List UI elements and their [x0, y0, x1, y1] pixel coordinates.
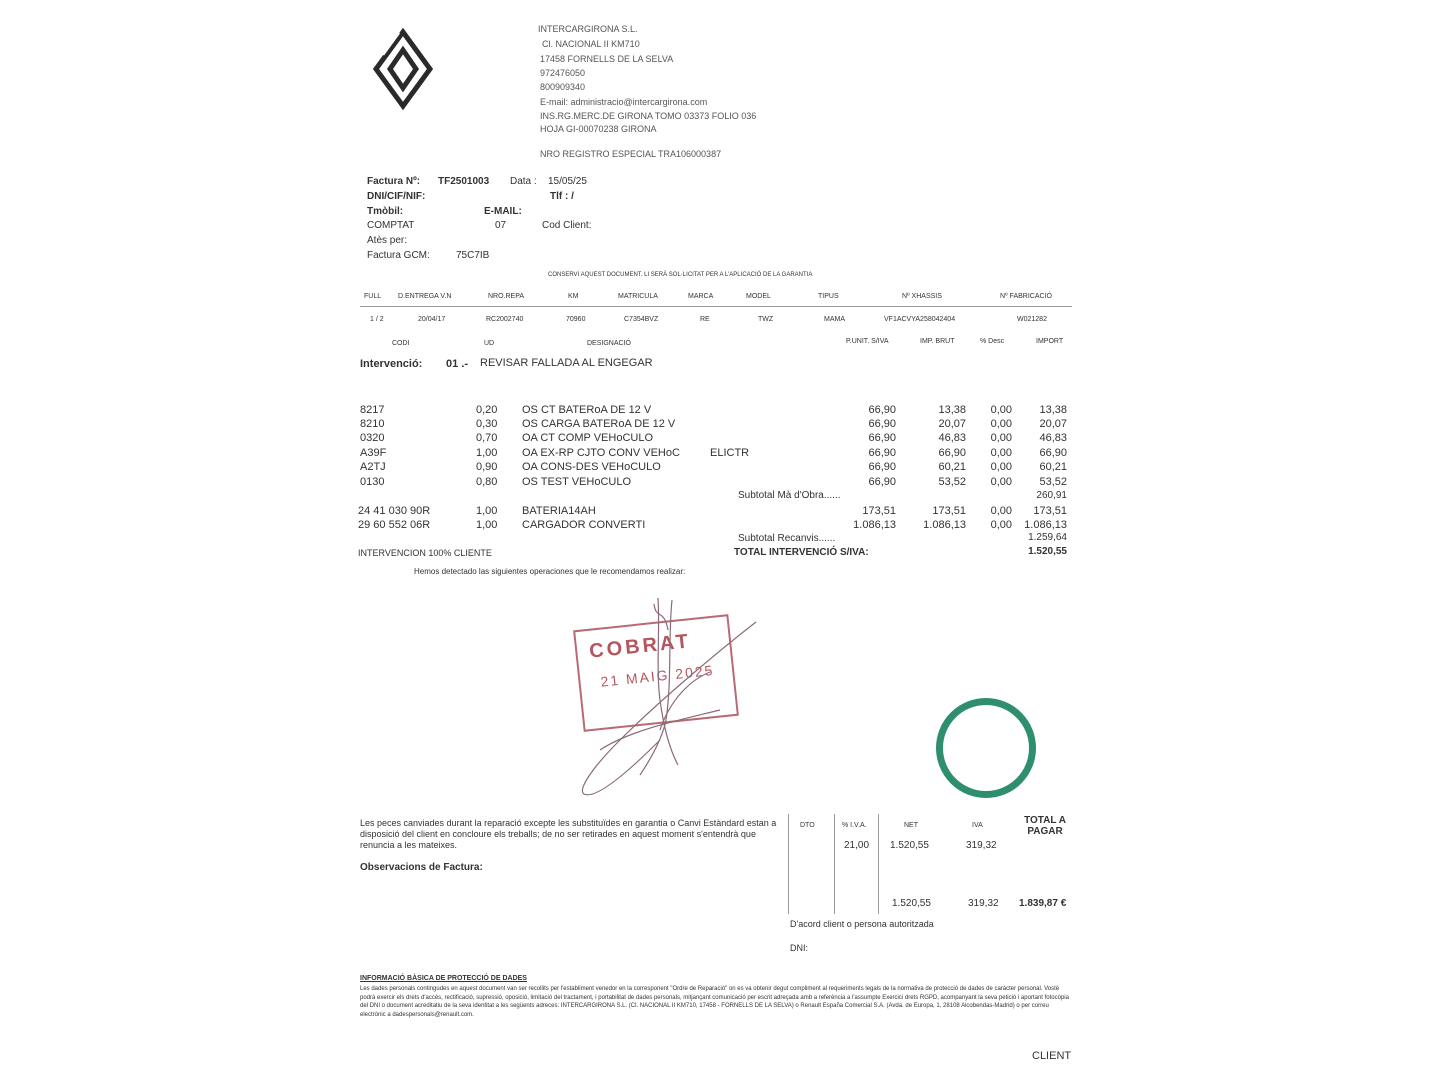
line-unit-price: 1.086,13 — [853, 519, 896, 531]
warranty-text: Les peces canviades durant la reparació excepte les substituïdes en garantia o Canvi Estàndard estan a disposició del client en concloure els treballs; de no ser retirades en aquest moment s'entendrà que renuncia a les mateixes. — [360, 818, 777, 850]
line-units: 1,00 — [476, 519, 498, 531]
line-unit-price: 66,90 — [868, 447, 896, 459]
invoice-number: TF2501003 — [438, 176, 490, 187]
line-description: OA CONS-DES VEHoCULO — [522, 461, 661, 473]
line-gross: 1.086,13 — [923, 519, 966, 531]
vehicle-header-delivery: D.ENTREGA V.N — [398, 293, 452, 300]
line-units: 0,20 — [476, 404, 498, 416]
company-phone1: 972476050 — [540, 68, 586, 78]
line-description: CARGADOR CONVERTI — [522, 519, 646, 531]
vehicle-brand: RE — [700, 316, 710, 323]
line-unit-price: 173,51 — [862, 505, 896, 517]
handwritten-signature — [560, 590, 770, 810]
total-intervention-label: TOTAL INTERVENCIÓ S/IVA: — [734, 547, 869, 558]
vehicle-sheet: 1 / 2 — [370, 316, 384, 323]
line-amount: 66,90 — [1039, 447, 1067, 459]
line-discount: 0,00 — [990, 476, 1012, 488]
company-special-registry: NRO REGISTRO ESPECIAL TRA106000387 — [540, 149, 722, 159]
recommendation-text: Hemos detectado las siguientes operaciones que le recomendamos realizar: — [414, 567, 686, 576]
agreement-label: D'acord client o persona autoritzada — [790, 919, 934, 929]
vehicle-header-type: TIPUS — [818, 293, 839, 300]
lines-header-unit-price: P.UNIT. S/IVA — [846, 338, 889, 345]
line-units: 1,00 — [476, 447, 498, 459]
intervention-label: Intervenció: — [360, 358, 423, 370]
totals-vat: 319,32 — [966, 840, 997, 851]
vehicle-table-divider — [360, 306, 1072, 307]
subtotal-labour-label: Subtotal Mà d'Obra...... — [738, 490, 841, 501]
legal-text: Les dades personals contingudes en aquest document van ser recollits per l'establiment venedor en la corresponent "Ordre de Reparació" on es va obtenir degut compliment al requeriments legals de la normativa de protecció de dades de caràcter personal. Vostè podrà exercir els drets d'accés, rectificació, supressió, oposició, limitació del tractament, i portabilitat de dades personals, mitjançant comunicació per escrit adreçada amb a referència a l'assumpte Exercici drets RGPD, acompanyant la seva petició i aportant fotocòpia del DNI o document acreditatiu de la seva identitat a les següents adreces: INTERCARGIRONA S.L. (Cl. NACIONAL II KM710, 17458 - FORNELLS DE LA SELVA) o Renault España Comercial S.A. (Avda. de Europa, 1, 28108 Alcobendas-Madrid) o per correu electrònic a dadespersonals@renault.com. — [360, 986, 1069, 1018]
invoice-date: 15/05/25 — [548, 176, 587, 187]
totals-divider — [834, 814, 835, 914]
company-address1: Cl. NACIONAL II KM710 — [542, 39, 640, 49]
line-amount: 13,38 — [1039, 404, 1067, 416]
vehicle-km: 70960 — [566, 316, 586, 323]
dni-signature-label: DNI: — [790, 943, 808, 953]
line-discount: 0,00 — [990, 519, 1012, 531]
company-name: INTERCARGIRONA S.L. — [538, 24, 638, 34]
vehicle-header-model: MODEL — [746, 293, 771, 300]
line-code: 0320 — [360, 432, 385, 444]
line-description: OS CT BATERoA DE 12 V — [522, 404, 652, 416]
copy-label: CLIENT — [1032, 1050, 1072, 1062]
totals-header-net: NET — [904, 822, 918, 829]
gcm-value: 75C7IB — [456, 250, 490, 261]
company-registry1: INS.RG.MERC.DE GIRONA TOMO 03373 FOLIO 036 — [540, 111, 757, 121]
totals-vat-sum: 319,32 — [968, 898, 999, 909]
totals-net-sum: 1.520,55 — [892, 898, 931, 909]
line-discount: 0,00 — [990, 418, 1012, 430]
legal-title: INFORMACIÓ BÀSICA DE PROTECCIÓ DE DADES — [360, 975, 527, 982]
invoice-number-label: Factura Nº: — [367, 176, 421, 187]
line-gross: 20,07 — [938, 418, 966, 430]
line-unit-price: 66,90 — [868, 418, 896, 430]
line-amount: 60,21 — [1039, 461, 1067, 473]
renault-logo — [368, 24, 438, 114]
lines-header-gross: IMP. BRUT — [920, 338, 955, 345]
vehicle-header-brand: MARCA — [688, 293, 714, 300]
attended-by-label: Atès per: — [367, 235, 408, 246]
vehicle-header-full: FULL — [364, 293, 382, 300]
line-discount: 0,00 — [990, 447, 1012, 459]
line-amount: 46,83 — [1039, 432, 1067, 444]
intervention-title: REVISAR FALLADA AL ENGEGAR — [480, 357, 653, 369]
subtotal-parts: 1.259,64 — [1028, 532, 1067, 543]
line-description: OA EX-RP CJTO CONV VEHoC — [522, 447, 680, 459]
lines-header-code: CODI — [392, 340, 410, 347]
line-units: 1,00 — [476, 505, 498, 517]
line-code: 8217 — [360, 404, 385, 416]
vehicle-header-plate: MATRICULA — [618, 293, 658, 300]
invoice-date-label: Data : — [510, 176, 537, 187]
line-description-extra: ELICTR — [710, 447, 750, 459]
vehicle-header-chassis: Nº XHASSIS — [902, 293, 942, 300]
line-gross: 173,51 — [932, 505, 966, 517]
line-discount: 0,00 — [990, 505, 1012, 517]
line-gross: 13,38 — [938, 404, 966, 416]
total-intervention: 1.520,55 — [1028, 546, 1067, 557]
line-unit-price: 66,90 — [868, 432, 896, 444]
line-discount: 0,00 — [990, 461, 1012, 473]
line-units: 0,70 — [476, 432, 498, 444]
line-amount: 20,07 — [1039, 418, 1067, 430]
totals-vat-rate: 21,00 — [844, 840, 870, 851]
line-description: OS TEST VEHoCULO — [522, 476, 632, 488]
tlf-label: Tlf : / — [550, 191, 574, 202]
line-unit-price: 66,90 — [868, 476, 896, 488]
lines-header-amount: IMPORT — [1036, 338, 1064, 345]
warranty-notice: CONSERVI AQUEST DOCUMENT. LI SERÀ SOL·LICITAT PER A L'APLICACIÓ DE LA GARANTIA — [548, 272, 813, 278]
line-code: A2TJ — [360, 461, 386, 473]
totals-net: 1.520,55 — [890, 840, 929, 851]
company-address2: 17458 FORNELLS DE LA SELVA — [540, 54, 674, 64]
vehicle-header-repair-number: NRO.REPA — [488, 293, 525, 300]
vehicle-repair-number: RC2002740 — [486, 316, 524, 323]
payment-method: COMPTAT — [367, 220, 415, 231]
line-units: 0,30 — [476, 418, 498, 430]
company-email: E-mail: administracio@intercargirona.com — [540, 97, 708, 107]
subtotal-labour: 260,91 — [1036, 490, 1067, 501]
line-code: 24 41 030 90R — [358, 505, 431, 517]
vehicle-delivery-date: 20/04/17 — [418, 316, 446, 323]
lines-header-discount: % Desc — [980, 338, 1005, 345]
line-description: BATERIA14AH — [522, 505, 596, 517]
totals-divider — [878, 814, 879, 914]
stamp-date: 21 MAIG 2025 — [599, 661, 716, 690]
tmobil-label: Tmòbil: — [367, 206, 404, 217]
vehicle-type: MAMA — [824, 316, 845, 323]
line-unit-price: 66,90 — [868, 461, 896, 473]
line-description: OS CARGA BATERoA DE 12 V — [522, 418, 676, 430]
lines-header-units: UD — [484, 340, 495, 347]
company-registry2: HOJA GI-00070238 GIRONA — [540, 124, 657, 134]
totals-header-discount: DTO — [800, 822, 815, 829]
green-seal — [936, 698, 1036, 798]
line-discount: 0,00 — [990, 404, 1012, 416]
line-units: 0,80 — [476, 476, 498, 488]
line-amount: 53,52 — [1039, 476, 1067, 488]
email-label: E-MAIL: — [484, 206, 522, 217]
line-code: 29 60 552 06R — [358, 519, 431, 531]
payment-code: 07 — [495, 220, 507, 231]
line-gross: 66,90 — [938, 447, 966, 459]
dni-label: DNI/CIF/NIF: — [367, 191, 426, 202]
gcm-label: Factura GCM: — [367, 250, 430, 261]
vehicle-header-manufacture: Nº FABRICACIÓ — [1000, 293, 1052, 300]
line-code: 0130 — [360, 476, 385, 488]
client-coverage-note: INTERVENCION 100% CLIENTE — [358, 548, 492, 558]
vehicle-model: TWZ — [758, 316, 774, 323]
line-units: 0,90 — [476, 461, 498, 473]
subtotal-parts-label: Subtotal Recanvis...... — [738, 533, 836, 544]
grand-total: 1.839,87 € — [1019, 898, 1067, 909]
client-code-label: Cod Client: — [542, 220, 592, 231]
vehicle-chassis: VF1ACVYA258042404 — [884, 316, 956, 323]
lines-header-designation: DESIGNACIÓ — [587, 340, 631, 347]
observations-label: Observacions de Factura: — [360, 862, 483, 873]
stamp-text: COBRAT — [588, 630, 693, 663]
totals-divider — [788, 814, 789, 914]
line-gross: 60,21 — [938, 461, 966, 473]
vehicle-plate: C7354BVZ — [624, 316, 659, 323]
line-amount: 1.086,13 — [1024, 519, 1067, 531]
vehicle-manufacture: W021282 — [1017, 316, 1047, 323]
line-gross: 53,52 — [938, 476, 966, 488]
line-discount: 0,00 — [990, 432, 1012, 444]
total-to-pay-label: TOTAL A PAGAR — [1024, 815, 1066, 837]
company-phone2: 800909340 — [540, 82, 586, 92]
totals-header-vat: IVA — [972, 822, 983, 829]
intervention-number: 01 .- — [446, 358, 469, 370]
line-amount: 173,51 — [1033, 505, 1067, 517]
line-description: OA CT COMP VEHoCULO — [522, 432, 654, 444]
line-code: A39F — [360, 447, 387, 459]
line-unit-price: 66,90 — [868, 404, 896, 416]
line-gross: 46,83 — [938, 432, 966, 444]
vehicle-header-km: KM — [568, 293, 579, 300]
totals-header-vat-rate: % I.V.A. — [842, 822, 867, 829]
line-code: 8210 — [360, 418, 385, 430]
